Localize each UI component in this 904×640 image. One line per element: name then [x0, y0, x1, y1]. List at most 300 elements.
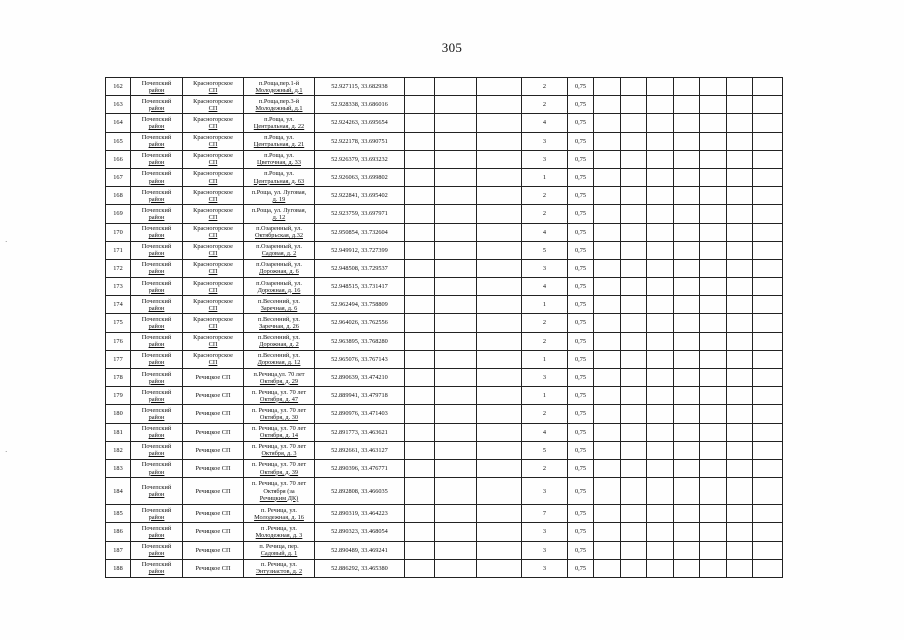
cell-text: 0,75 [574, 264, 587, 272]
cell-line: п.Озаренный, ул. [256, 243, 302, 251]
container-count-cell [522, 205, 568, 223]
empty-cell [477, 78, 522, 96]
coordinates-cell [315, 223, 405, 241]
empty-cell [621, 278, 647, 296]
row-number-cell [106, 114, 131, 132]
empty-cell [594, 168, 621, 186]
cell-line: п.Озаренный, ул. [256, 225, 302, 232]
coordinates-cell [315, 314, 405, 332]
cell-text: 0,75 [574, 192, 587, 200]
cell-line: Красногорское [193, 261, 233, 269]
empty-cell [700, 350, 727, 368]
empty-cell [594, 387, 621, 405]
cell-text: 3 [542, 264, 547, 272]
coordinates-cell [315, 369, 405, 387]
cell-text: 4 [542, 283, 547, 291]
row-number-cell [106, 296, 131, 314]
cell-line: Почепский [141, 484, 172, 492]
table-row [106, 405, 783, 423]
container-count-cell [522, 459, 568, 477]
empty-cell [727, 278, 753, 296]
cell-text: 164 [113, 119, 123, 127]
empty-cell [621, 387, 647, 405]
settlement-cell [183, 241, 244, 259]
cell-line: п.Роща, ул. [264, 152, 294, 160]
cell-line: п.Роща, ул. [264, 115, 294, 123]
empty-cell [674, 505, 700, 523]
cell-line: Почепский [141, 225, 172, 232]
empty-cell [700, 559, 727, 577]
table-row [106, 523, 783, 541]
container-count-cell [522, 241, 568, 259]
empty-cell [727, 114, 753, 132]
empty-cell [435, 541, 477, 559]
empty-cell [405, 523, 435, 541]
cell-line: Почепский [141, 370, 172, 378]
empty-cell [405, 369, 435, 387]
district-cell [131, 96, 183, 114]
empty-cell [405, 478, 435, 505]
empty-cell [727, 205, 753, 223]
empty-cell [753, 278, 783, 296]
container-volume-cell [568, 332, 594, 350]
cell-line: Речицкое СП [195, 528, 231, 536]
cell-text: 1 [542, 392, 547, 400]
cell-text: 52.890489, 33.469241 [331, 546, 388, 554]
cell-line: Молодежный, д.1 [255, 104, 303, 112]
empty-cell [405, 223, 435, 241]
empty-cell [594, 205, 621, 223]
coordinates-cell [315, 96, 405, 114]
container-volume-cell [568, 205, 594, 223]
container-count-cell [522, 314, 568, 332]
address-cell [244, 478, 315, 505]
cell-line: Октября, д. 47 [259, 395, 299, 403]
empty-cell [621, 78, 647, 96]
empty-cell [727, 559, 753, 577]
row-number-cell [106, 369, 131, 387]
container-volume-cell [568, 523, 594, 541]
table-row [106, 423, 783, 441]
empty-cell [700, 132, 727, 150]
cell-text: 173 [113, 283, 123, 291]
empty-cell [435, 369, 477, 387]
cell-line: Садовый, д. 1 [260, 550, 298, 558]
cell-text: 168 [113, 192, 123, 200]
cell-line: Почепский [141, 506, 172, 514]
container-volume-cell [568, 296, 594, 314]
empty-cell [477, 205, 522, 223]
cell-line: район [148, 213, 165, 221]
container-count-cell [522, 523, 568, 541]
empty-cell [435, 278, 477, 296]
settlement-cell [183, 423, 244, 441]
cell-line: п. Речица, ул. 70 лет [251, 443, 307, 451]
empty-cell [647, 314, 674, 332]
empty-cell [727, 541, 753, 559]
empty-cell [594, 78, 621, 96]
empty-cell [435, 478, 477, 505]
empty-cell [727, 459, 753, 477]
empty-cell [753, 132, 783, 150]
empty-cell [435, 223, 477, 241]
empty-cell [594, 296, 621, 314]
cell-text: 52.890319, 33.464223 [331, 510, 388, 518]
empty-cell [727, 423, 753, 441]
empty-cell [435, 96, 477, 114]
container-volume-cell [568, 405, 594, 423]
settlement-cell [183, 150, 244, 168]
cell-line: район [148, 268, 165, 276]
cell-line: п.Роща, ул. [264, 170, 294, 178]
cell-line: Речицкое СП [195, 446, 231, 454]
table-row [106, 332, 783, 350]
empty-cell [753, 187, 783, 205]
empty-cell [405, 132, 435, 150]
table-row [106, 132, 783, 150]
empty-cell [727, 96, 753, 114]
empty-cell [594, 241, 621, 259]
empty-cell [594, 350, 621, 368]
cell-text: 2 [542, 319, 547, 327]
empty-cell [647, 541, 674, 559]
empty-cell [435, 259, 477, 277]
coordinates-cell [315, 405, 405, 423]
cell-text: 0,75 [574, 337, 587, 345]
cell-text: 2 [542, 210, 547, 218]
empty-cell [405, 278, 435, 296]
cell-text: 179 [113, 392, 123, 400]
empty-cell [753, 369, 783, 387]
empty-cell [477, 478, 522, 505]
cell-text: 0,75 [574, 137, 587, 145]
cell-line: Красногорское [193, 279, 233, 287]
cell-line: СП [208, 250, 218, 258]
cell-text: 3 [542, 137, 547, 145]
cell-text: 181 [113, 428, 123, 436]
cell-line: район [148, 550, 165, 558]
container-count-cell [522, 387, 568, 405]
empty-cell [753, 150, 783, 168]
cell-line: СП [208, 159, 218, 167]
cell-line: п. Речица, ул. 70 лет [251, 388, 307, 396]
cell-text: 0,75 [574, 83, 587, 91]
cell-text: 0,75 [574, 101, 587, 109]
empty-cell [405, 187, 435, 205]
empty-cell [700, 241, 727, 259]
empty-cell [753, 478, 783, 505]
table-row [106, 114, 783, 132]
empty-cell [405, 405, 435, 423]
cell-text: 52.928338, 33.686016 [331, 101, 388, 109]
address-cell [244, 441, 315, 459]
cell-line: п .Речица, ул. [260, 524, 297, 532]
cell-line: район [148, 359, 165, 367]
empty-cell [647, 278, 674, 296]
cell-text: 0,75 [574, 301, 587, 309]
cell-line: п. Речица, ул. 70 лет [251, 406, 307, 414]
cell-line: Молодежная, д. 3 [255, 531, 303, 539]
empty-cell [727, 505, 753, 523]
coordinates-cell [315, 459, 405, 477]
row-number-cell [106, 459, 131, 477]
empty-cell [647, 350, 674, 368]
empty-cell [477, 387, 522, 405]
cell-line: СП [208, 122, 218, 130]
cell-line: Почепский [141, 115, 172, 123]
empty-cell [477, 187, 522, 205]
empty-cell [405, 241, 435, 259]
row-number-cell [106, 559, 131, 577]
cell-text: 0,75 [574, 464, 587, 472]
empty-cell [477, 278, 522, 296]
empty-cell [621, 168, 647, 186]
empty-cell [477, 423, 522, 441]
coordinates-cell [315, 241, 405, 259]
settlement-cell [183, 405, 244, 423]
cell-line: Октябрьская, д.32 [255, 232, 303, 240]
empty-cell [594, 369, 621, 387]
cell-line: район [148, 86, 165, 94]
settlement-cell [183, 459, 244, 477]
cell-text: 52.926379, 33.693232 [331, 155, 388, 163]
cell-text: 3 [542, 546, 547, 554]
cell-line: СП [208, 86, 218, 94]
table-row [106, 150, 783, 168]
table-row [106, 168, 783, 186]
district-cell [131, 168, 183, 186]
cell-line: п.Роща, ул. Луговая, [251, 188, 307, 196]
empty-cell [674, 259, 700, 277]
cell-text: 0,75 [574, 410, 587, 418]
cell-text: 52.889941, 33.479718 [331, 392, 388, 400]
empty-cell [405, 150, 435, 168]
coordinates-cell [315, 259, 405, 277]
empty-cell [435, 187, 477, 205]
district-cell [131, 241, 183, 259]
empty-cell [594, 541, 621, 559]
empty-cell [405, 168, 435, 186]
row-number-cell [106, 523, 131, 541]
empty-cell [435, 114, 477, 132]
cell-text: 52.890976, 33.471403 [331, 410, 388, 418]
container-volume-cell [568, 278, 594, 296]
empty-cell [621, 187, 647, 205]
settlement-cell [183, 314, 244, 332]
cell-text: 1 [542, 301, 547, 309]
coordinates-cell [315, 559, 405, 577]
cell-line: Речицкое СП [195, 546, 231, 554]
cell-line: Почепский [141, 79, 172, 87]
empty-cell [727, 405, 753, 423]
cell-text: 52.964026, 33.762556 [331, 319, 388, 327]
cell-line: район [148, 395, 165, 403]
empty-cell [477, 350, 522, 368]
empty-cell [700, 150, 727, 168]
cell-text: 52.963895, 33.768280 [331, 337, 388, 345]
cell-line: район [148, 177, 165, 185]
cell-text: 177 [113, 355, 123, 363]
empty-cell [435, 559, 477, 577]
empty-cell [621, 332, 647, 350]
empty-cell [674, 314, 700, 332]
address-cell [244, 278, 315, 296]
cell-line: район [148, 304, 165, 312]
empty-cell [621, 423, 647, 441]
cell-line: СП [208, 323, 218, 331]
district-cell [131, 405, 183, 423]
empty-cell [435, 296, 477, 314]
container-volume-cell [568, 114, 594, 132]
empty-cell [435, 423, 477, 441]
district-cell [131, 559, 183, 577]
cell-line: Красногорское [193, 297, 233, 305]
empty-cell [621, 296, 647, 314]
coordinates-cell [315, 478, 405, 505]
row-number-cell [106, 423, 131, 441]
cell-text: 0,75 [574, 246, 587, 254]
table-row [106, 78, 783, 96]
cell-line: Октября, д. 29 [259, 377, 299, 385]
cell-text: 52.923759, 33.697971 [331, 210, 388, 218]
cell-text: 167 [113, 173, 123, 181]
margin-mark: · [5, 238, 8, 246]
empty-cell [477, 150, 522, 168]
container-volume-cell [568, 259, 594, 277]
cell-text: 52.891773, 33.463621 [331, 428, 388, 436]
cell-line: Красногорское [193, 79, 233, 87]
empty-cell [753, 523, 783, 541]
table-row [106, 187, 783, 205]
cell-text: 0,75 [574, 355, 587, 363]
cell-line: Красногорское [193, 225, 233, 232]
row-number-cell [106, 387, 131, 405]
cell-line: район [148, 141, 165, 149]
empty-cell [674, 387, 700, 405]
empty-cell [405, 423, 435, 441]
empty-cell [727, 387, 753, 405]
cell-line: Почепский [141, 543, 172, 550]
empty-cell [477, 168, 522, 186]
empty-cell [477, 296, 522, 314]
district-cell [131, 187, 183, 205]
empty-cell [753, 114, 783, 132]
cell-line: п.Роща,пер.3-й [258, 97, 300, 105]
table-row [106, 223, 783, 241]
cell-text: 169 [113, 210, 123, 218]
empty-cell [594, 441, 621, 459]
empty-cell [477, 259, 522, 277]
empty-cell [674, 559, 700, 577]
container-count-cell [522, 78, 568, 96]
row-number-cell [106, 150, 131, 168]
cell-text: 162 [113, 83, 123, 91]
container-volume-cell [568, 423, 594, 441]
empty-cell [405, 350, 435, 368]
cell-text: 166 [113, 155, 123, 163]
table-row [106, 350, 783, 368]
row-number-cell [106, 259, 131, 277]
cell-line: Молодежная, д. 16 [254, 513, 304, 521]
container-volume-cell [568, 459, 594, 477]
cell-line: Октября, д. 3 [261, 450, 297, 458]
empty-cell [594, 96, 621, 114]
empty-cell [753, 223, 783, 241]
empty-cell [435, 505, 477, 523]
empty-cell [674, 423, 700, 441]
cell-text: 52.890323, 33.468054 [331, 528, 388, 536]
cell-line: Почепский [141, 406, 172, 414]
empty-cell [753, 387, 783, 405]
empty-cell [647, 478, 674, 505]
settlement-cell [183, 332, 244, 350]
cell-line: п.Роща,пер.1-й [258, 79, 300, 87]
empty-cell [727, 332, 753, 350]
empty-cell [477, 369, 522, 387]
cell-line: СП [208, 232, 218, 240]
cell-line: Красногорское [193, 188, 233, 196]
cell-line: СП [208, 341, 218, 349]
cell-text: 0,75 [574, 228, 587, 236]
cell-line: Октября, д. 39 [259, 468, 299, 476]
empty-cell [621, 559, 647, 577]
empty-cell [477, 405, 522, 423]
empty-cell [674, 350, 700, 368]
cell-line: Октября, д. 14 [259, 432, 299, 440]
cell-text: 52.949912, 33.727399 [331, 246, 388, 254]
cell-line: СП [208, 141, 218, 149]
empty-cell [477, 505, 522, 523]
cell-line: район [148, 491, 165, 499]
cell-text: 0,75 [574, 487, 587, 495]
container-count-cell [522, 350, 568, 368]
container-volume-cell [568, 541, 594, 559]
empty-cell [405, 114, 435, 132]
margin-mark: · [5, 448, 8, 456]
empty-cell [647, 150, 674, 168]
container-count-cell [522, 296, 568, 314]
cell-line: д. 19 [272, 195, 286, 203]
cell-text: 0,75 [574, 173, 587, 181]
empty-cell [594, 459, 621, 477]
district-cell [131, 423, 183, 441]
table-row [106, 478, 783, 505]
empty-cell [674, 405, 700, 423]
cell-line: район [148, 341, 165, 349]
address-cell [244, 541, 315, 559]
container-volume-cell [568, 187, 594, 205]
cell-text: 175 [113, 319, 123, 327]
table-row [106, 259, 783, 277]
cell-line: п. Речица, ул. 70 лет [251, 425, 307, 433]
empty-cell [700, 187, 727, 205]
cell-text: 52.948508, 33.729537 [331, 264, 388, 272]
coordinates-cell [315, 541, 405, 559]
table-row [106, 559, 783, 577]
empty-cell [700, 205, 727, 223]
empty-cell [435, 241, 477, 259]
empty-cell [594, 332, 621, 350]
cell-line: Почепский [141, 261, 172, 269]
empty-cell [700, 168, 727, 186]
cell-line: район [148, 377, 165, 385]
row-number-cell [106, 168, 131, 186]
address-cell [244, 423, 315, 441]
empty-cell [621, 350, 647, 368]
empty-cell [621, 114, 647, 132]
district-cell [131, 441, 183, 459]
cell-line: район [148, 413, 165, 421]
